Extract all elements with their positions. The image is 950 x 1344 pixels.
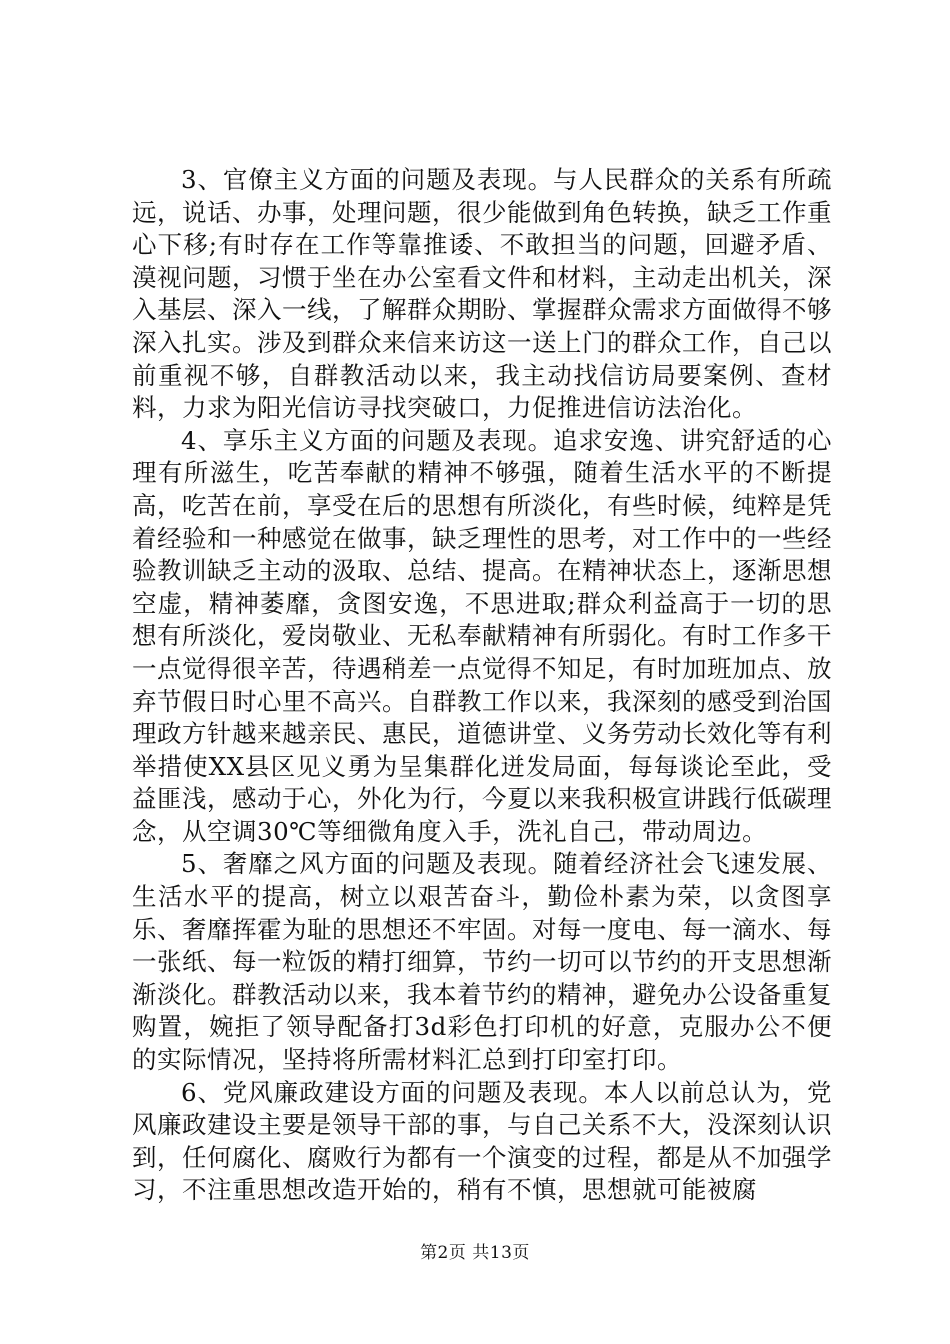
- paragraph-5-extravagance: 5、奢靡之风方面的问题及表现。随着经济社会飞速发展、生活水平的提高，树立以艰苦奋斗，勤俭朴素为荣，以贪图享乐、奢靡挥霍为耻的思想还不牢固。对每一度电、每一滴水、每一张纸、每一粒饭的精打细算，节约一切可以节约的开支思想渐渐淡化。群教活动以来，我本着节约的精神，避免办公设备重复购置，婉拒了领导配备打3d彩色打印机的好意，克服办公不便的实际情况，坚持将所需材料汇总到打印室打印。: [132, 849, 832, 1075]
- page-number-footer: 第2页 共13页: [420, 1243, 530, 1263]
- paragraph-3-bureaucratism: 3、官僚主义方面的问题及表现。与人民群众的关系有所疏远，说话、办事，处理问题，很少能做到角色转换，缺乏工作重心下移;有时存在工作等靠推诿、不敢担当的问题，回避矛盾、漠视问题，习惯于坐在办公室看文件和材料，主动走出机关，深入基层、深入一线，了解群众期盼、掌握群众需求方面做得不够深入扎实。涉及到群众来信来访这一送上门的群众工作，自己以前重视不够，自群教活动以来，我主动找信访局要案例、查材料，力求为阳光信访寻找突破口，力促推进信访法治化。: [132, 165, 832, 423]
- paragraph-6-party-conduct: 6、党风廉政建设方面的问题及表现。本人以前总认为，党风廉政建设主要是领导干部的事，与自己关系不大，没深刻认识到，任何腐化、腐败行为都有一个演变的过程，都是从不加强学习，不注重思想改造开始的，稍有不慎，思想就可能被腐: [132, 1077, 832, 1205]
- document-body: [132, 164, 832, 1207]
- paragraph-4-hedonism: 4、享乐主义方面的问题及表现。追求安逸、讲究舒适的心理有所滋生，吃苦奉献的精神不够强，随着生活水平的不断提高，吃苦在前，享受在后的思想有所淡化，有些时候，纯粹是凭着经验和一种感觉在做事，缺乏理性的思考，对工作中的一些经验教训缺乏主动的汲取、总结、提高。在精神状态上，逐渐思想空虚，精神萎靡，贪图安逸，不思进取;群众利益高于一切的思想有所淡化，爱岗敬业、无私奉献精神有所弱化。有时工作多干一点觉得很辛苦，待遇稍差一点觉得不知足，有时加班加点、放弃节假日时心里不高兴。自群教工作以来，我深刻的感受到治国理政方针越来越亲民、惠民，道德讲堂、义务劳动长效化等有利举措使XX县区见义勇为呈集群化迸发局面，每每谈论至此，受益匪浅，感动于心，外化为行，今夏以来我积极宣讲践行低碳理念，从空调30℃等细微角度入手，洗礼自己，带动周边。: [132, 425, 832, 846]
